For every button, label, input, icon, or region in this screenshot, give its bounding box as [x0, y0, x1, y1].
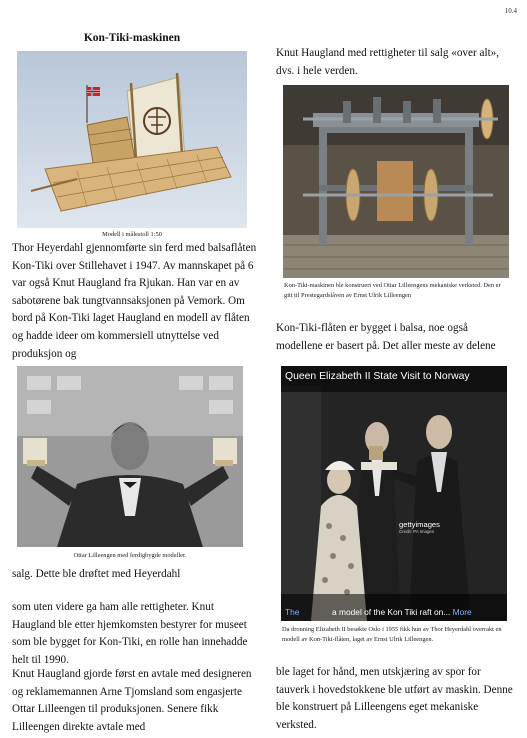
getty-watermark: gettyimages: [399, 520, 440, 529]
getty-credit: Credit: PA Images: [399, 529, 435, 534]
page-number: 10.4: [504, 7, 517, 15]
video-caption-prefix: The: [285, 607, 300, 617]
man-caption: Ottar Lilleengen med ferdigbygde modeller.: [73, 552, 187, 559]
left-paragraph-1: Thor Heyerdahl gjennomførte sin ferd med balsaflåten Kon-Tiki over Stillehavet i 1947. Av mannskapet på 6 var også Knut Haugland fra Rjukan. Han var en av sabotørene bak tungtvannsaksjonen på Vemork. Om bord på Kon-Tiki laget Haugland en modell av flåten og hadde ideer om kommersiell utnyttelse ved produksjon og: [12, 242, 257, 360]
right-paragraph-3: ble laget for hånd, men utskjæring av spor for tauverk i hovedstokkene ble utført av maskin. Denne ble konstruert på Lilleengens eget mekaniske verksted.: [276, 666, 513, 731]
article-title: Kon-Tiki-maskinen: [83, 32, 181, 44]
raft-model-photo: [17, 51, 247, 228]
lilleengen-photo: [17, 366, 243, 547]
video-title[interactable]: Queen Elizabeth II State Visit to Norway: [285, 371, 470, 382]
video-caption-text: a model of the Kon Tiki raft on...: [332, 607, 451, 617]
left-paragraph-4: Knut Haugland gjorde først en avtale med designeren og reklamemannen Arne Tjomsland som engasjerte Ottar Lilleengen til produksjonen. Senere fikk Lilleengen direkte avtale med: [12, 668, 252, 733]
machine-caption: Kon-Tiki-maskinen ble konstruert ved Ottar Lilleengens mekaniske verksted. Den er gitt til Prestegardslåven av Ernst Ulrik Lilleengen: [284, 282, 501, 299]
machine-photo: [283, 85, 509, 278]
queen-caption: Da dronning Elizabeth II besøkte Oslo i 1955 fikk hun av Thor Heyerdahl overrakt en modell av Kon-Tiki-flåten, laget av Ernst Ulrik Lilleengen.: [282, 626, 502, 643]
left-paragraph-2: salg. Dette ble drøftet med Heyerdahl: [12, 568, 181, 580]
queen-video-embed[interactable]: [281, 366, 507, 621]
video-caption-hidden-text: [302, 607, 330, 617]
video-more-link[interactable]: More: [452, 607, 472, 617]
right-paragraph-1: Knut Haugland med rettigheter til salg «over alt», dvs. i hele verden.: [276, 47, 500, 77]
left-paragraph-3: som uten videre ga ham alle rettigheter. Knut Haugland ble etter hjemkomsten bestyrer for museet som ble bygget for Kon-Tiki, en rolle han innehadde helt til 1990.: [12, 601, 248, 666]
video-caption-link[interactable]: [285, 607, 472, 617]
right-paragraph-2: Kon-Tiki-flåten er bygget i balsa, noe også modellene er basert på. Det aller meste av delene: [276, 322, 496, 352]
model-caption: Modell i målestoll 1:50: [102, 231, 162, 238]
